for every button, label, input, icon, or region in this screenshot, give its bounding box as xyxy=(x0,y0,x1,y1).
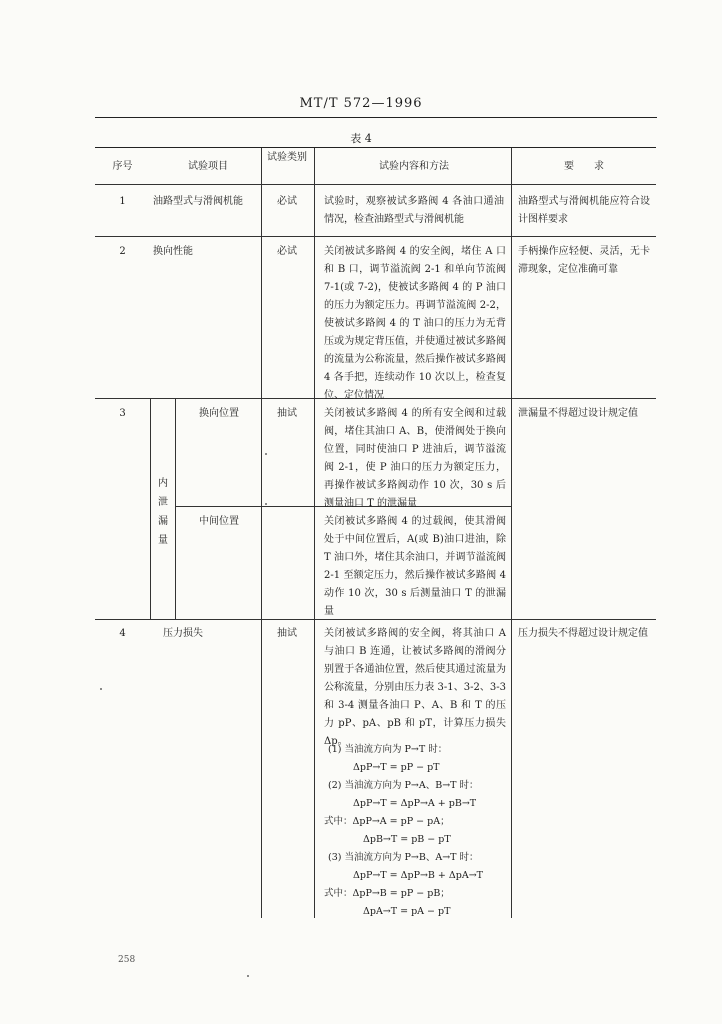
row2-method: 关闭被试多路阀 4 的安全阀，堵住 A 口和 B 口，调节溢流阀 2-1 和单向节流阀 7-1(或 7-2)，使被试多路阀 4 的 P 油口的压力为额定压力。再调节溢流阀 2-2，使被试多路阀 4 的 T 油口的压力为无背压或为规定背压值，并使通过被试多路阀的流量为公称流量，然后操作被试多路阀 4 各手把，连续动作 10 次以上，检查复位、定位情况 xyxy=(324,246,506,401)
row1-bottom-rule xyxy=(95,236,656,237)
row1-item: 油路型式与滑阀机能 xyxy=(153,196,243,207)
row1-method: 试验时，观察被试多路阀 4 各油口通油情况，检查油路型式与滑阀机能 xyxy=(324,196,504,225)
row2-item: 换向性能 xyxy=(153,246,193,257)
formula-3: ΔpB→T = pB − pT xyxy=(363,834,451,845)
page-number: 258 xyxy=(118,955,136,965)
formula-where2: 式中：ΔpP→B = pP − pB； xyxy=(324,888,450,899)
header-rule xyxy=(95,117,657,118)
row4-no: 4 xyxy=(119,628,126,639)
row3-sub1-method: 关闭被试多路阀 4 的所有安全阀和过载阀，堵住其油口 A、B，使滑阀处于换向位置，同时使油口 P 进油后，调节溢流阀 2-1，使 P 油口的压力为额定压力，再操作被试多路阀动作 10 次，30 s 后测量油口 T 的泄漏量 xyxy=(324,408,506,509)
formula-case2: (2) 当油流方向为 P→A、B→T 时： xyxy=(328,780,479,791)
header-bottom-rule xyxy=(95,184,656,185)
col-header-category: 试验类别 xyxy=(267,152,307,163)
scan-speck xyxy=(265,453,267,455)
row3-sub2-method: 关闭被试多路阀 4 的过载阀，使其滑阀处于中间位置后，A(或 B)油口进油，除 T 油口外，堵住其余油口，并调节溢流阀 2-1 至额定压力，然后操作被试多路阀 4 动作 10 次，30 s 后测量油口 T 的泄漏量 xyxy=(324,516,506,617)
formula-2: ΔpP→T = ΔpP→A + pB→T xyxy=(353,798,477,809)
row1-no: 1 xyxy=(119,196,126,207)
row3-group-divider-right xyxy=(175,398,176,619)
row3-sub1-item: 换向位置 xyxy=(199,408,239,419)
scan-speck xyxy=(247,975,249,977)
table-caption: 表 4 xyxy=(350,132,372,145)
row2-requirement: 手柄操作应轻便、灵活，无卡滞现象，定位准确可靠 xyxy=(518,246,650,275)
row2-category: 必试 xyxy=(277,246,297,257)
row3-group-divider-left xyxy=(150,398,151,619)
formula-case3: (3) 当油流方向为 P→B、A→T 时： xyxy=(328,852,479,863)
row1-category: 必试 xyxy=(277,196,297,207)
row2-no: 2 xyxy=(119,246,126,257)
row4-requirement: 压力损失不得超过设计规定值 xyxy=(518,628,648,639)
formula-4: ΔpP→T = ΔpP→B + ΔpA→T xyxy=(353,870,484,881)
row1-requirement: 油路型式与滑阀机能应符合设计图样要求 xyxy=(518,196,650,225)
col-header-requirement: 要 求 xyxy=(564,161,604,172)
row3-category: 抽试 xyxy=(277,408,297,419)
row3-no: 3 xyxy=(119,408,126,419)
row4-method: 关闭被试多路阀的安全阀，将其油口 A 与油口 B 连通，让被试多路阀的滑阀分别置于各通油位置，然后使其通过流量为公称流量，分别由压力表 3-1、3-2、3-3 和 3-4 测量各油口 P、A、B 和 T 的压力 pP、pA、pB 和 pT，计算压力损失 Δp。 xyxy=(324,628,506,747)
row3-group-label: 内泄漏量 xyxy=(158,478,168,546)
scan-speck xyxy=(265,503,267,505)
row4-item: 压力损失 xyxy=(163,628,203,639)
row4-category: 抽试 xyxy=(277,628,297,639)
col-divider-category-method xyxy=(314,148,315,918)
col-header-no: 序号 xyxy=(112,161,133,172)
row3-sub2-item: 中间位置 xyxy=(199,516,239,527)
test-table xyxy=(95,147,656,918)
col-header-item: 试验项目 xyxy=(188,161,228,172)
row3-requirement: 泄漏量不得超过设计规定值 xyxy=(518,408,638,419)
formula-case1: (1) 当油流方向为 P→T 时： xyxy=(328,744,448,755)
formula-where1: 式中：ΔpP→A = pP − pA； xyxy=(324,816,450,827)
col-header-method: 试验内容和方法 xyxy=(379,161,449,172)
formula-5: ΔpA→T = pA − pT xyxy=(363,906,451,917)
scan-speck xyxy=(100,688,102,690)
document-id: MT/T 572—1996 xyxy=(299,96,423,111)
col-divider-method-requirement xyxy=(511,148,512,918)
col-divider-item-category xyxy=(261,148,262,918)
formula-1: ΔpP→T = pP − pT xyxy=(353,762,440,773)
